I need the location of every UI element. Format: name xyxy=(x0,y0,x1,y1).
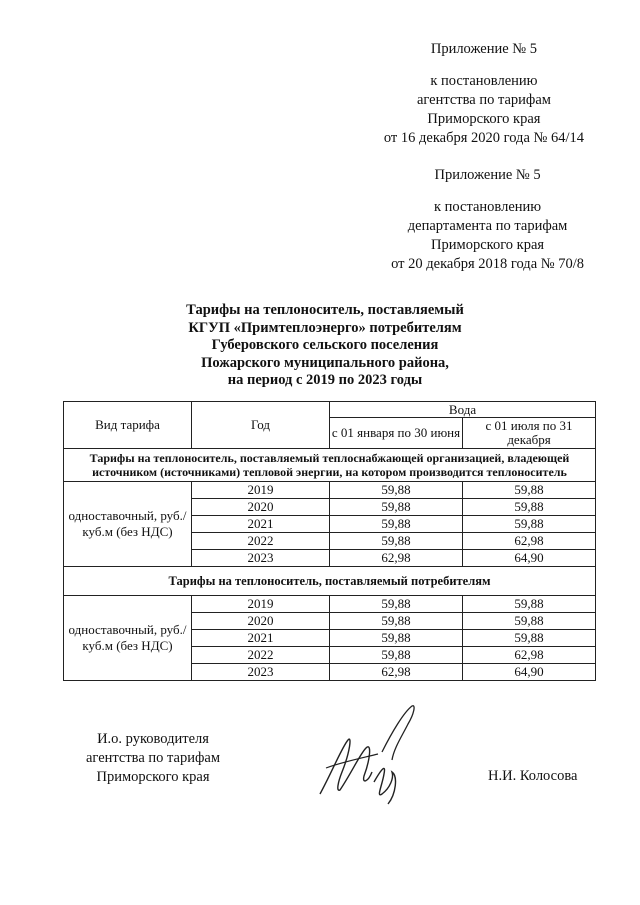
section-heading: Тарифы на теплоноситель, поставляемый потребителям xyxy=(64,567,596,596)
tariff-table xyxy=(63,401,596,681)
value-cell: 59,88 xyxy=(330,499,463,516)
value-cell: 64,90 xyxy=(463,664,596,681)
header-line: от 20 декабря 2018 года № 70/8 xyxy=(391,256,584,272)
value-cell: 59,88 xyxy=(330,613,463,630)
signatory-position xyxy=(86,730,220,787)
document-title xyxy=(60,302,590,390)
value-cell: 59,88 xyxy=(330,630,463,647)
header-line: к постановлению xyxy=(430,73,538,89)
tariff-type-label: одноставочный, руб./куб.м (без НДС) xyxy=(64,482,192,567)
year-cell: 2019 xyxy=(192,482,330,499)
table-row xyxy=(64,596,596,613)
title-line: КГУП «Примтеплоэнерго» потребителям xyxy=(188,319,462,336)
title-line: Пожарского муниципального района, xyxy=(201,354,449,371)
appendix-header-previous xyxy=(391,166,584,274)
value-cell: 62,98 xyxy=(330,664,463,681)
value-cell: 59,88 xyxy=(330,482,463,499)
position-line: агентства по тарифам xyxy=(86,750,220,766)
value-cell: 59,88 xyxy=(463,596,596,613)
value-cell: 59,88 xyxy=(463,613,596,630)
year-cell: 2019 xyxy=(192,596,330,613)
value-cell: 59,88 xyxy=(463,630,596,647)
year-cell: 2023 xyxy=(192,664,330,681)
year-cell: 2021 xyxy=(192,630,330,647)
value-cell: 64,90 xyxy=(463,550,596,567)
table-row xyxy=(64,482,596,499)
value-cell: 59,88 xyxy=(463,499,596,516)
header-line: департамента по тарифам xyxy=(407,218,568,234)
column-header-type: Вид тарифа xyxy=(64,402,192,449)
appendix-number: Приложение № 5 xyxy=(430,41,538,57)
header-line: Приморского края xyxy=(427,111,541,127)
year-cell: 2022 xyxy=(192,533,330,550)
title-line: Тарифы на теплоноситель, поставляемый xyxy=(186,302,464,318)
year-cell: 2022 xyxy=(192,647,330,664)
value-cell: 62,98 xyxy=(463,647,596,664)
position-line: Приморского края xyxy=(96,769,210,785)
title-line: Губеровского сельского поселения xyxy=(211,337,439,353)
year-cell: 2021 xyxy=(192,516,330,533)
year-cell: 2023 xyxy=(192,550,330,567)
signatory-name: Н.И. Колосова xyxy=(488,768,578,784)
header-line: от 16 декабря 2020 года № 64/14 xyxy=(383,130,584,146)
column-header-water: Вода xyxy=(330,402,596,418)
section-heading: Тарифы на теплоноситель, поставляемый теплоснабжающей организацией, владеющей источником (источниками) тепловой энергии, на котором производится теплоноситель xyxy=(64,449,596,482)
handwritten-signature xyxy=(312,702,432,812)
header-line: Приморского края xyxy=(431,237,545,253)
position-line: И.о. руководителя xyxy=(97,731,209,747)
value-cell: 62,98 xyxy=(330,550,463,567)
value-cell: 59,88 xyxy=(330,647,463,664)
year-cell: 2020 xyxy=(192,613,330,630)
value-cell: 59,88 xyxy=(463,482,596,499)
value-cell: 59,88 xyxy=(330,516,463,533)
column-header-period-2: с 01 июля по 31 декабря xyxy=(463,418,596,449)
value-cell: 59,88 xyxy=(463,516,596,533)
appendix-number: Приложение № 5 xyxy=(434,167,541,183)
appendix-header-current xyxy=(384,40,584,148)
header-line: агентства по тарифам xyxy=(416,92,551,108)
column-header-year: Год xyxy=(192,402,330,449)
column-header-period-1: с 01 января по 30 июня xyxy=(330,418,463,449)
tariff-type-label: одноставочный, руб./куб.м (без НДС) xyxy=(64,596,192,681)
title-line: на период с 2019 по 2023 годы xyxy=(227,372,423,388)
value-cell: 62,98 xyxy=(463,533,596,550)
value-cell: 59,88 xyxy=(330,533,463,550)
value-cell: 59,88 xyxy=(330,596,463,613)
year-cell: 2020 xyxy=(192,499,330,516)
header-line: к постановлению xyxy=(434,199,542,215)
